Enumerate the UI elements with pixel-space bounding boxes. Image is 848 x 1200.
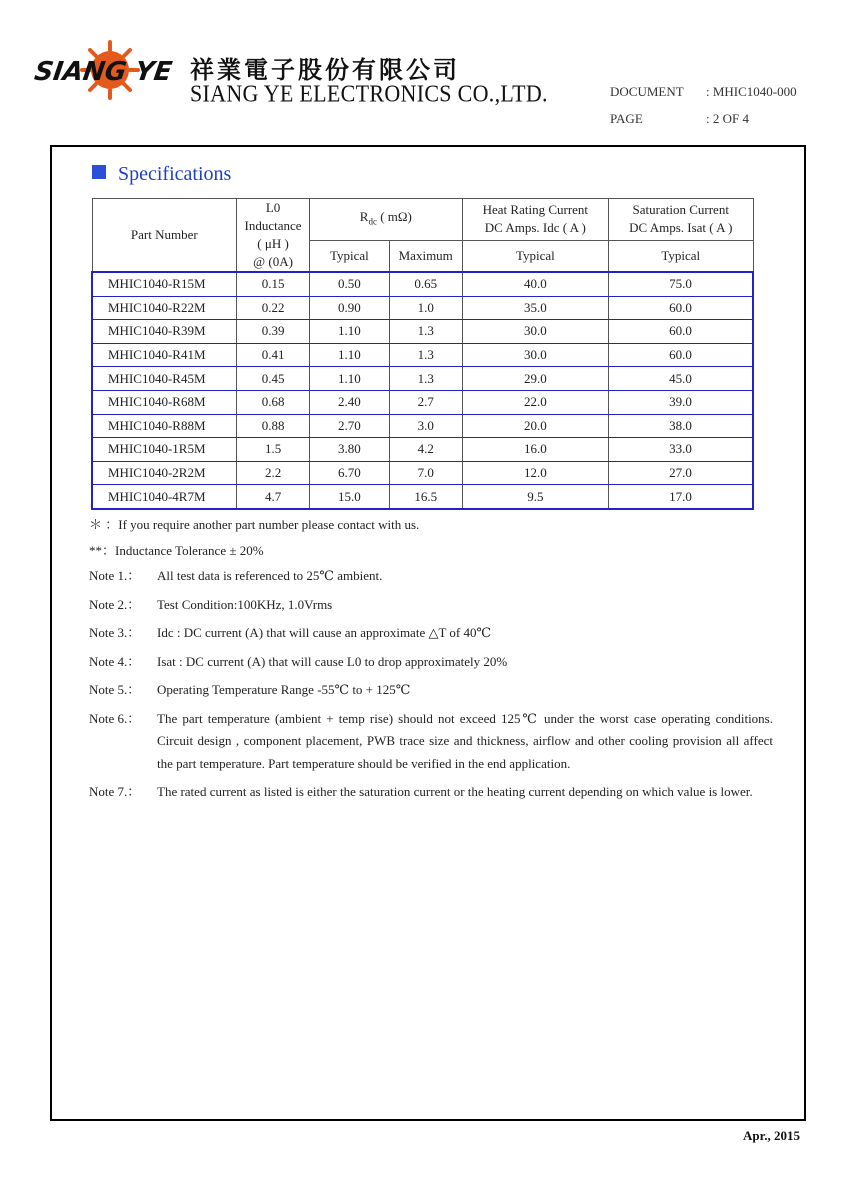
document-label: DOCUMENT — [610, 84, 684, 99]
logo-wordmark: SIANG YE — [32, 57, 174, 87]
cell-heat-rating: 12.0 — [462, 461, 608, 485]
header-rdc-maximum: Maximum — [389, 240, 462, 272]
cell-heat-rating: 20.0 — [462, 414, 608, 438]
note-label: Note 1.： — [89, 568, 141, 583]
header-rdc-unit: ( mΩ) — [376, 209, 412, 225]
cell-part-number: MHIC1040-R68M — [92, 390, 237, 414]
cell-part-number: MHIC1040-R45M — [92, 367, 237, 391]
footer-date: Apr., 2015 — [743, 1128, 800, 1143]
cell-rdc-typical: 0.90 — [310, 296, 390, 320]
cell-rdc-maximum: 3.0 — [389, 414, 462, 438]
cell-heat-rating: 40.0 — [462, 272, 608, 296]
cell-rdc-typical: 2.40 — [310, 390, 390, 414]
section-title: Specifications — [118, 163, 232, 185]
header-saturation-typical: Typical — [609, 240, 753, 272]
cell-part-number: MHIC1040-4R7M — [92, 485, 237, 509]
cell-saturation: 60.0 — [609, 320, 753, 344]
header-heat-rating — [462, 199, 608, 241]
cell-heat-rating: 22.0 — [462, 390, 608, 414]
cell-inductance: 0.41 — [237, 343, 310, 367]
note-item — [89, 565, 773, 588]
table-header-row — [92, 199, 753, 241]
cell-inductance: 0.88 — [237, 414, 310, 438]
cell-rdc-typical: 1.10 — [310, 367, 390, 391]
cell-inductance: 0.22 — [237, 296, 310, 320]
header-saturation-line: Saturation Current — [632, 202, 729, 218]
cell-part-number: MHIC1040-R22M — [92, 296, 237, 320]
cell-rdc-maximum: 16.5 — [389, 485, 462, 509]
header-inductance-line: @ (0A) — [253, 254, 293, 269]
cell-saturation: 17.0 — [609, 485, 753, 509]
cell-saturation: 45.0 — [609, 367, 753, 391]
header-rdc-typical: Typical — [310, 240, 390, 272]
cell-part-number: MHIC1040-R39M — [92, 320, 237, 344]
table-row — [92, 438, 753, 462]
header-saturation — [609, 199, 753, 241]
note-text: The rated current as listed is either the saturation current or the heating current depending on which value is lower. — [157, 784, 753, 799]
header-part-number: Part Number — [92, 199, 237, 273]
cell-rdc-maximum: 1.0 — [389, 296, 462, 320]
cell-rdc-maximum: 1.3 — [389, 320, 462, 344]
cell-saturation: 39.0 — [609, 390, 753, 414]
cell-rdc-maximum: 7.0 — [389, 461, 462, 485]
cell-inductance: 0.45 — [237, 367, 310, 391]
notes-list — [89, 565, 773, 810]
company-name-english: SIANG YE ELECTRONICS CO.,LTD. — [190, 80, 548, 107]
cell-saturation: 60.0 — [609, 296, 753, 320]
header-rdc-symbol: R — [359, 209, 369, 225]
cell-rdc-maximum: 1.3 — [389, 343, 462, 367]
table-row — [92, 272, 753, 296]
table-row — [92, 320, 753, 344]
cell-saturation: 33.0 — [609, 438, 753, 462]
cell-part-number: MHIC1040-R15M — [92, 272, 237, 296]
cell-saturation: 27.0 — [609, 461, 753, 485]
specifications-table — [91, 198, 754, 510]
cell-rdc-typical: 1.10 — [310, 320, 390, 344]
note-label: Note 3.： — [89, 625, 141, 640]
table-row — [92, 485, 753, 509]
header-inductance-line: ( μH ) — [257, 236, 289, 251]
note-item — [89, 781, 773, 804]
cell-part-number: MHIC1040-R41M — [92, 343, 237, 367]
cell-heat-rating: 30.0 — [462, 320, 608, 344]
cell-rdc-maximum: 1.3 — [389, 367, 462, 391]
cell-heat-rating: 30.0 — [462, 343, 608, 367]
header-inductance — [237, 199, 310, 273]
cell-heat-rating: 16.0 — [462, 438, 608, 462]
cell-rdc-typical: 15.0 — [310, 485, 390, 509]
table-row — [92, 367, 753, 391]
note-text: All test data is referenced to 25℃ ambient. — [157, 568, 383, 583]
header-rdc — [310, 199, 463, 241]
cell-saturation: 60.0 — [609, 343, 753, 367]
table-row — [92, 390, 753, 414]
cell-rdc-maximum: 4.2 — [389, 438, 462, 462]
cell-saturation: 38.0 — [609, 414, 753, 438]
square-bullet-icon — [92, 165, 106, 179]
cell-rdc-maximum: 2.7 — [389, 390, 462, 414]
note-text: The part temperature (ambient + temp rise) should not exceed 125℃ under the worst case operating conditions. Circuit design , component placement, PWB trace size and thickness, airflow and other cooling provision all affect the part temperature. Part temperature should be verified in the end application. — [157, 710, 773, 771]
footnote-tolerance: **：Inductance Tolerance ± 20% — [89, 543, 264, 558]
page-number — [610, 111, 749, 127]
table-row — [92, 414, 753, 438]
table-row — [92, 343, 753, 367]
cell-inductance: 1.5 — [237, 438, 310, 462]
cell-rdc-typical: 6.70 — [310, 461, 390, 485]
header-saturation-line: DC Amps. Isat ( A ) — [629, 220, 733, 236]
header-inductance-line: L0 — [265, 200, 281, 215]
note-text: Idc : DC current (A) that will cause an approximate △T of 40℃ — [157, 625, 492, 640]
cell-inductance: 0.68 — [237, 390, 310, 414]
footnote-part-number: ＊ ：If you require another part number please contact with us. — [89, 517, 420, 532]
cell-rdc-typical: 1.10 — [310, 343, 390, 367]
cell-part-number: MHIC1040-1R5M — [92, 438, 237, 462]
document-value: : MHIC1040-000 — [706, 84, 797, 99]
table-row — [92, 461, 753, 485]
cell-rdc-maximum: 0.65 — [389, 272, 462, 296]
document-number — [610, 84, 797, 100]
cell-inductance: 0.39 — [237, 320, 310, 344]
cell-saturation: 75.0 — [609, 272, 753, 296]
note-label: Note 7.： — [89, 784, 141, 799]
cell-inductance: 2.2 — [237, 461, 310, 485]
header-rdc-subscript: dc — [368, 216, 377, 227]
header-heat-line: Heat Rating Current — [482, 202, 589, 218]
company-name-chinese: 祥業電子股份有限公司 — [190, 55, 460, 84]
note-label: Note 5.： — [89, 682, 141, 697]
cell-heat-rating: 29.0 — [462, 367, 608, 391]
page-label: PAGE — [610, 111, 643, 126]
cell-rdc-typical: 0.50 — [310, 272, 390, 296]
note-text: Operating Temperature Range -55℃ to + 125℃ — [157, 682, 411, 697]
cell-rdc-typical: 2.70 — [310, 414, 390, 438]
cell-part-number: MHIC1040-2R2M — [92, 461, 237, 485]
note-item — [89, 708, 773, 776]
header-inductance-line: Inductance — [244, 218, 302, 233]
note-label: Note 4.： — [89, 653, 141, 669]
cell-heat-rating: 35.0 — [462, 296, 608, 320]
note-label: Note 2.： — [89, 596, 141, 612]
note-item — [89, 594, 773, 617]
header-heat-line: DC Amps. Idc ( A ) — [484, 220, 586, 236]
cell-heat-rating: 9.5 — [462, 485, 608, 509]
cell-inductance: 0.15 — [237, 272, 310, 296]
note-item — [89, 651, 773, 674]
company-logo — [32, 38, 174, 102]
table-row — [92, 296, 753, 320]
note-item — [89, 622, 773, 645]
note-item — [89, 679, 773, 702]
note-text: Isat : DC current (A) that will cause L0 to drop approximately 20% — [157, 653, 508, 669]
cell-rdc-typical: 3.80 — [310, 438, 390, 462]
note-text: Test Condition:100KHz, 1.0Vrms — [157, 596, 333, 612]
page-value: : 2 OF 4 — [706, 111, 749, 126]
note-label: Note 6.： — [89, 710, 141, 726]
header-heat-typical: Typical — [462, 240, 608, 272]
cell-inductance: 4.7 — [237, 485, 310, 509]
cell-part-number: MHIC1040-R88M — [92, 414, 237, 438]
